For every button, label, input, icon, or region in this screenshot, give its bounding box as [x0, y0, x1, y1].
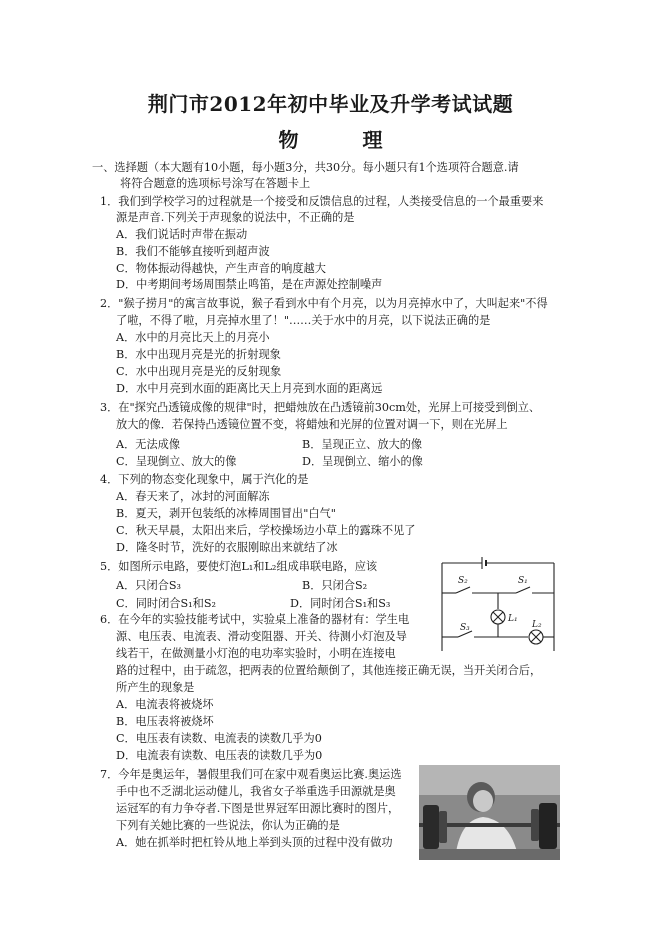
- q6-stem-line2: 源、电压表、电流表、滑动变阻器、开关、待测小灯泡及导: [116, 630, 407, 643]
- q3-option-a: A．无法成像: [116, 438, 181, 451]
- q2-option-b: B．水中出现月亮是光的折射现象: [116, 348, 281, 361]
- weightlifter-photo: [419, 765, 560, 860]
- q6-option-d: D．电流表有读数、电压表的读数几乎为0: [116, 749, 323, 762]
- q2-stem-line1: 2．"猴子捞月"的寓言故事说，猴子看到水中有个月亮，以为月亮掉水中了，大叫起来"不得: [100, 297, 548, 310]
- label-s3: S₃: [460, 623, 470, 633]
- q4-option-b: B．夏天，剥开包装纸的冰棒周围冒出"白气": [116, 507, 336, 520]
- q3-stem-line1: 3．在"探究凸透镜成像的规律"时，把蜡烛放在凸透镜前30cm处，光屏上可接受到倒立、: [100, 401, 541, 414]
- q5-option-d: D．同时闭合S₁和S₃: [290, 597, 391, 610]
- q6-option-c: C．电压表有读数、电流表的读数几乎为0: [116, 732, 322, 745]
- q3-stem-line2: 放大的像．若保持凸透镜位置不变，将蜡烛和光屏的位置对调一下，则在光屏上: [116, 418, 508, 431]
- label-l1: L₁: [508, 614, 518, 624]
- q5-option-a: A．只闭合S₃: [116, 579, 181, 592]
- q2-option-d: D．水中月亮到水面的距离比天上月亮到水面的距离远: [116, 382, 383, 395]
- q2-option-a: A．水中的月亮比天上的月亮小: [116, 331, 270, 344]
- q7-stem-line1: 7．今年是奥运年，暑假里我们可在家中观看奥运比赛.奥运选: [100, 768, 402, 781]
- q6-option-a: A．电流表将被烧坏: [116, 698, 214, 711]
- subject-title: 物 理: [278, 128, 405, 152]
- q7-option-a: A．她在抓举时把杠铃从地上举到头顶的过程中没有做功: [116, 836, 393, 849]
- q3-option-d: D．呈现倒立、缩小的像: [302, 455, 423, 468]
- q2-option-c: C．水中出现月亮是光的反射现象: [116, 365, 282, 378]
- q4-option-c: C．秋天早晨，太阳出来后，学校操场边小草上的露珠不见了: [116, 524, 416, 537]
- q5-option-b: B．只闭合S₂: [302, 579, 368, 592]
- q7-stem-line4: 下列有关她比赛的一些说法，你认为正确的是: [116, 819, 340, 832]
- section-instruction-line1: 一、选择题（本大题有10小题，每小题3分，共30分。每小题只有1个选项符合题意.请: [92, 161, 519, 174]
- q1-option-b: B．我们不能够直接听到超声波: [116, 245, 270, 258]
- q2-stem-line2: 了啦，不得了啦，月亮掉水里了！"……关于水中的月亮，以下说法正确的是: [116, 314, 491, 327]
- q3-option-c: C．呈现倒立、放大的像: [116, 455, 237, 468]
- label-l2: L₂: [532, 620, 542, 630]
- q1-stem-line2: 源是声音.下列关于声现象的说法中，不正确的是: [116, 211, 355, 224]
- q6-option-b: B．电压表将被烧坏: [116, 715, 214, 728]
- q5-stem: 5．如图所示电路，要使灯泡L₁和L₂组成串联电路，应该: [100, 560, 378, 573]
- q1-option-a: A．我们说话时声带在振动: [116, 228, 248, 241]
- q4-option-d: D．隆冬时节，洗好的衣服刚晾出来就结了冰: [116, 541, 338, 554]
- q4-stem: 4．下列的物态变化现象中，属于汽化的是: [100, 473, 309, 486]
- q7-stem-line2: 手中也不乏湖北运动健儿，我省女子举重选手田源就是奥: [116, 785, 396, 798]
- label-s2: S₂: [458, 576, 468, 586]
- q6-stem-line1: 6．在今年的实验技能考试中，实验桌上准备的器材有：学生电: [100, 613, 410, 626]
- q4-option-a: A．春天来了，冰封的河面解冻: [116, 490, 270, 503]
- circuit-diagram: [436, 555, 560, 657]
- q7-stem-line3: 运冠军的有力争夺者.下图是世界冠军田源比赛时的图片，: [116, 802, 400, 815]
- exam-title: 荆门市2012年初中毕业及升学考试试题: [147, 92, 514, 116]
- label-s1: S₁: [518, 576, 528, 586]
- q6-stem-line4: 路的过程中，由于疏忽，把两表的位置给颠倒了，其他连接正确无误，当开关闭合后，: [116, 664, 542, 677]
- q1-option-c: C．物体振动得越快，产生声音的响度越大: [116, 262, 326, 275]
- q6-stem-line3: 线若干，在做测量小灯泡的电功率实验时，小明在连接电: [116, 647, 396, 660]
- q5-option-c: C．同时闭合S₁和S₂: [116, 597, 216, 610]
- q6-stem-line5: 所产生的现象是: [116, 681, 195, 694]
- q3-option-b: B．呈现正立、放大的像: [302, 438, 423, 451]
- q1-stem-line1: 1．我们到学校学习的过程就是一个接受和反馈信息的过程，人类接受信息的一个最重要来: [100, 195, 544, 208]
- q1-option-d: D．中考期间考场周围禁止鸣笛，是在声源处控制噪声: [116, 278, 383, 291]
- section-instruction-line2: 将符合题意的选项标号涂写在答题卡上: [120, 177, 311, 190]
